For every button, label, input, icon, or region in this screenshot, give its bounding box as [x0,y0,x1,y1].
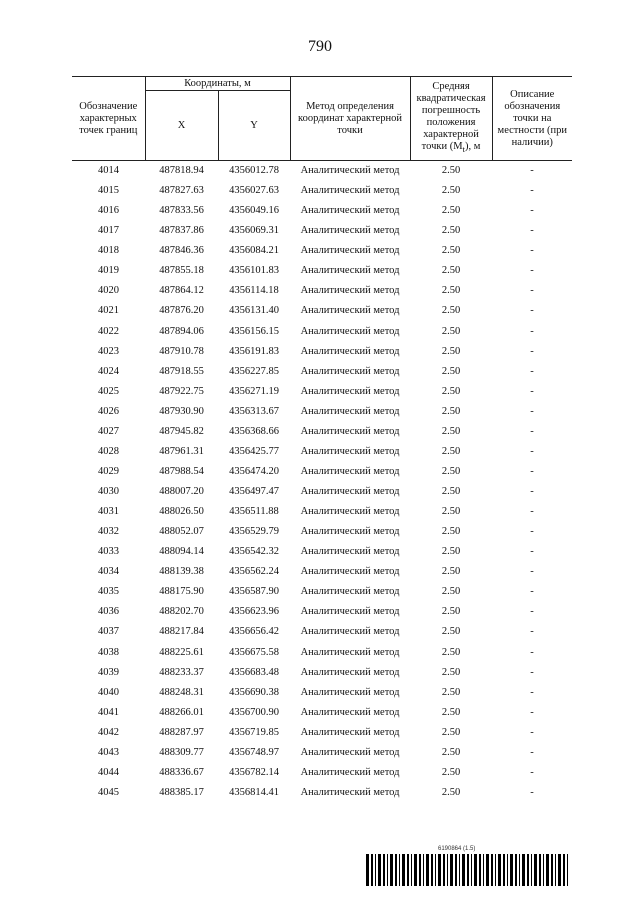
cell-x: 488217.84 [159,626,204,638]
header-y: Y [218,91,290,161]
cell-method: Аналитический метод [300,546,400,558]
cell-description: - [530,506,534,518]
page-number: 790 [308,38,332,55]
cell-description: - [530,325,534,337]
cell-description: - [530,245,534,257]
table-row [72,261,572,281]
cell-y: 4356012.78 [229,165,279,177]
cell-description: - [530,165,534,177]
cell-error: 2.50 [441,405,461,417]
table-row [72,482,572,502]
cell-method: Аналитический метод [300,405,400,417]
cell-y: 4356271.19 [229,385,279,397]
cell-method: Аналитический метод [300,165,400,177]
cell-designation: 4038 [98,646,119,658]
cell-method: Аналитический метод [300,586,400,598]
header-mean-error-subscript: t [462,144,465,155]
cell-designation: 4040 [98,686,119,698]
cell-error: 2.50 [441,646,461,658]
cell-y: 4356529.79 [229,526,279,538]
table-row [72,342,572,362]
cell-description: - [530,345,534,357]
cell-designation: 4045 [98,786,119,798]
table-row [72,522,572,542]
cell-method: Аналитический метод [300,646,400,658]
cell-description: - [530,546,534,558]
cell-y: 4356683.48 [229,666,279,678]
cell-method: Аналитический метод [300,385,400,397]
cell-y: 4356623.96 [229,606,279,618]
cell-error: 2.50 [441,546,461,558]
table-header [72,77,572,161]
cell-x: 488233.37 [159,666,204,678]
table-row [72,602,572,622]
cell-y: 4356675.58 [229,646,279,658]
cell-description: - [530,365,534,377]
cell-error: 2.50 [441,165,461,177]
cell-x: 488266.01 [159,706,204,718]
cell-y: 4356114.18 [229,285,279,297]
cell-method: Аналитический метод [300,746,400,758]
cell-error: 2.50 [441,666,461,678]
cell-x: 487910.78 [159,345,204,357]
cell-designation: 4016 [98,205,119,217]
cell-error: 2.50 [441,726,461,738]
cell-y: 4356562.24 [229,566,279,578]
table-row [72,402,572,422]
cell-designation: 4026 [98,405,119,417]
cell-designation: 4033 [98,546,119,558]
cell-description: - [530,766,534,778]
cell-x: 487864.12 [159,285,204,297]
cell-designation: 4027 [98,425,119,437]
cell-error: 2.50 [441,265,461,277]
barcode [366,846,570,886]
table-row [72,743,572,763]
table-row [72,763,572,783]
cell-error: 2.50 [441,686,461,698]
cell-description: - [530,706,534,718]
cell-x: 488309.77 [159,746,204,758]
cell-designation: 4029 [98,465,119,477]
cell-description: - [530,686,534,698]
cell-error: 2.50 [441,185,461,197]
cell-y: 4356690.38 [229,686,279,698]
cell-method: Аналитический метод [300,185,400,197]
cell-description: - [530,726,534,738]
cell-error: 2.50 [441,425,461,437]
cell-description: - [530,285,534,297]
cell-error: 2.50 [441,606,461,618]
table-row [72,241,572,261]
cell-y: 4356368.66 [229,425,279,437]
cell-x: 488094.14 [159,546,204,558]
cell-error: 2.50 [441,465,461,477]
table-row [72,582,572,602]
cell-x: 487846.36 [159,245,204,257]
cell-y: 4356782.14 [229,766,279,778]
table-body [72,161,572,804]
cell-error: 2.50 [441,586,461,598]
table-row [72,502,572,522]
table-row [72,562,572,582]
table-row [72,683,572,703]
header-designation: Обозначение характерных точек границ [72,77,145,161]
cell-y: 4356027.63 [229,185,279,197]
cell-error: 2.50 [441,766,461,778]
cell-x: 488175.90 [159,586,204,598]
barcode-caption: 6190864 (1.5) [438,846,476,852]
cell-x: 487918.55 [159,365,204,377]
cell-x: 487876.20 [159,305,204,317]
cell-y: 4356227.85 [229,365,279,377]
cell-x: 488336.67 [159,766,204,778]
cell-designation: 4031 [98,506,119,518]
cell-error: 2.50 [441,786,461,798]
header-coordinates-group: Координаты, м [145,77,290,91]
cell-description: - [530,486,534,498]
cell-designation: 4035 [98,586,119,598]
cell-x: 488385.17 [159,786,204,798]
cell-method: Аналитический метод [300,245,400,257]
table-row [72,201,572,221]
cell-x: 487945.82 [159,425,204,437]
cell-method: Аналитический метод [300,786,400,798]
table-row [72,643,572,663]
cell-error: 2.50 [441,325,461,337]
cell-error: 2.50 [441,305,461,317]
cell-description: - [530,405,534,417]
cell-description: - [530,225,534,237]
table-row [72,322,572,342]
cell-x: 488225.61 [159,646,204,658]
cell-y: 4356511.88 [229,506,279,518]
cell-y: 4356069.31 [229,225,279,237]
cell-method: Аналитический метод [300,225,400,237]
cell-error: 2.50 [441,746,461,758]
cell-x: 488026.50 [159,506,204,518]
cell-error: 2.50 [441,285,461,297]
cell-designation: 4021 [98,305,119,317]
cell-description: - [530,465,534,477]
cell-description: - [530,626,534,638]
cell-error: 2.50 [441,626,461,638]
cell-y: 4356700.90 [229,706,279,718]
barcode-bars [366,854,570,886]
cell-designation: 4015 [98,185,119,197]
cell-error: 2.50 [441,506,461,518]
cell-method: Аналитический метод [300,706,400,718]
table-row [72,161,572,182]
cell-designation: 4019 [98,265,119,277]
cell-designation: 4042 [98,726,119,738]
table-row [72,422,572,442]
cell-description: - [530,305,534,317]
cell-designation: 4039 [98,666,119,678]
cell-designation: 4034 [98,566,119,578]
cell-x: 488202.70 [159,606,204,618]
cell-designation: 4022 [98,325,119,337]
cell-method: Аналитический метод [300,606,400,618]
cell-x: 488052.07 [159,526,204,538]
cell-y: 4356587.90 [229,586,279,598]
cell-y: 4356748.97 [229,746,279,758]
table-row [72,663,572,683]
cell-designation: 4025 [98,385,119,397]
header-mean-error [410,77,492,161]
cell-method: Аналитический метод [300,305,400,317]
cell-x: 487988.54 [159,465,204,477]
cell-description: - [530,526,534,538]
cell-error: 2.50 [441,566,461,578]
cell-designation: 4043 [98,746,119,758]
table-row [72,703,572,723]
cell-x: 487930.90 [159,405,204,417]
header-x: X [145,91,218,161]
table-row [72,542,572,562]
cell-error: 2.50 [441,205,461,217]
table-row [72,783,572,803]
cell-x: 487827.63 [159,185,204,197]
cell-method: Аналитический метод [300,686,400,698]
cell-description: - [530,786,534,798]
cell-description: - [530,205,534,217]
cell-description: - [530,746,534,758]
cell-y: 4356156.15 [229,325,279,337]
table-row [72,181,572,201]
cell-error: 2.50 [441,526,461,538]
cell-y: 4356497.47 [229,486,279,498]
cell-y: 4356191.83 [229,345,279,357]
cell-y: 4356131.40 [229,305,279,317]
cell-designation: 4017 [98,225,119,237]
cell-method: Аналитический метод [300,486,400,498]
cell-method: Аналитический метод [300,265,400,277]
cell-designation: 4041 [98,706,119,718]
cell-description: - [530,566,534,578]
cell-designation: 4023 [98,345,119,357]
cell-x: 487818.94 [159,165,204,177]
cell-error: 2.50 [441,486,461,498]
cell-y: 4356542.32 [229,546,279,558]
cell-y: 4356425.77 [229,445,279,457]
coordinates-table [72,76,572,803]
cell-y: 4356719.85 [229,726,279,738]
cell-x: 487922.75 [159,385,204,397]
cell-designation: 4020 [98,285,119,297]
cell-method: Аналитический метод [300,566,400,578]
cell-designation: 4044 [98,766,119,778]
table-row [72,362,572,382]
cell-x: 488248.31 [159,686,204,698]
table-row [72,723,572,743]
cell-y: 4356101.83 [229,265,279,277]
cell-error: 2.50 [441,345,461,357]
table-row [72,462,572,482]
cell-x: 488287.97 [159,726,204,738]
cell-method: Аналитический метод [300,526,400,538]
header-description: Описание обозначения точки на местности (при наличии) [492,77,572,161]
cell-y: 4356814.41 [229,786,279,798]
cell-description: - [530,385,534,397]
cell-error: 2.50 [441,385,461,397]
cell-error: 2.50 [441,706,461,718]
cell-designation: 4018 [98,245,119,257]
cell-designation: 4014 [98,165,119,177]
table-row [72,442,572,462]
cell-y: 4356474.20 [229,465,279,477]
cell-designation: 4036 [98,606,119,618]
cell-error: 2.50 [441,225,461,237]
cell-y: 4356656.42 [229,626,279,638]
cell-x: 487894.06 [159,325,204,337]
cell-method: Аналитический метод [300,285,400,297]
cell-x: 487961.31 [159,445,204,457]
cell-method: Аналитический метод [300,365,400,377]
cell-description: - [530,425,534,437]
cell-x: 488007.20 [159,486,204,498]
cell-y: 4356313.67 [229,405,279,417]
header-mean-error-text: Средняя квадратическая погрешность положения характерной точки (M [416,81,486,153]
cell-error: 2.50 [441,445,461,457]
cell-description: - [530,586,534,598]
cell-x: 487837.86 [159,225,204,237]
cell-designation: 4028 [98,445,119,457]
cell-description: - [530,606,534,618]
cell-method: Аналитический метод [300,666,400,678]
header-method: Метод определения координат характерной точки [290,77,410,161]
cell-y: 4356049.16 [229,205,279,217]
cell-description: - [530,646,534,658]
cell-designation: 4037 [98,626,119,638]
cell-designation: 4024 [98,365,119,377]
cell-method: Аналитический метод [300,205,400,217]
cell-description: - [530,185,534,197]
cell-error: 2.50 [441,245,461,257]
cell-method: Аналитический метод [300,345,400,357]
cell-description: - [530,445,534,457]
cell-error: 2.50 [441,365,461,377]
cell-description: - [530,265,534,277]
cell-method: Аналитический метод [300,465,400,477]
cell-method: Аналитический метод [300,425,400,437]
table-row [72,622,572,642]
table-row [72,382,572,402]
cell-method: Аналитический метод [300,506,400,518]
cell-method: Аналитический метод [300,445,400,457]
cell-x: 488139.38 [159,566,204,578]
cell-x: 487855.18 [159,265,204,277]
cell-designation: 4032 [98,526,119,538]
header-mean-error-unit: ), м [464,141,481,153]
cell-method: Аналитический метод [300,626,400,638]
cell-designation: 4030 [98,486,119,498]
table-row [72,281,572,301]
cell-y: 4356084.21 [229,245,279,257]
cell-method: Аналитический метод [300,325,400,337]
cell-method: Аналитический метод [300,726,400,738]
cell-method: Аналитический метод [300,766,400,778]
cell-x: 487833.56 [159,205,204,217]
cell-description: - [530,666,534,678]
table-row [72,301,572,321]
table-row [72,221,572,241]
